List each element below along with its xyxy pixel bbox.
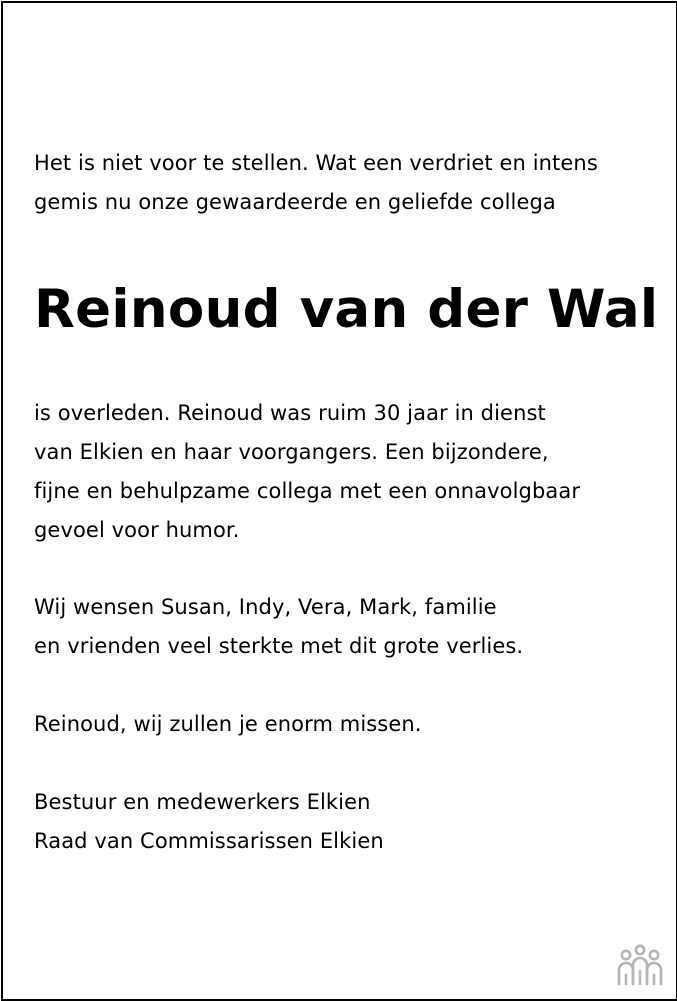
farewell-line: Reinoud, wij zullen je enorm missen. [34,712,422,736]
intro-line: Het is niet voor te stellen. Wat een verdriet en intens [34,151,598,175]
farewell-paragraph [34,705,422,744]
person-head [650,951,658,959]
wishes-line: Wij wensen Susan, Indy, Vera, Mark, familie [34,595,497,619]
body-line: van Elkien en haar voorgangers. Een bijzondere, [34,440,549,464]
signature-paragraph [34,783,384,861]
intro-line: gemis nu onze gewaardeerde en geliefde collega [34,190,556,214]
wishes-paragraph [34,588,523,666]
signature-line: Bestuur en medewerkers Elkien [34,790,371,814]
person-head [636,946,644,954]
body-paragraph [34,394,580,550]
person-head [622,951,630,959]
people-group-icon [616,944,664,986]
intro-paragraph [34,144,598,222]
body-line: fijne en behulpzame collega met een onnavolgbaar [34,479,581,503]
deceased-name: Reinoud van der Wal [34,279,659,340]
body-line: gevoel voor humor. [34,518,240,542]
signature-line: Raad van Commissarissen Elkien [34,829,384,853]
wishes-line: en vrienden veel sterkte met dit grote verlies. [34,634,524,658]
body-line: is overleden. Reinoud was ruim 30 jaar in dienst [34,401,546,425]
